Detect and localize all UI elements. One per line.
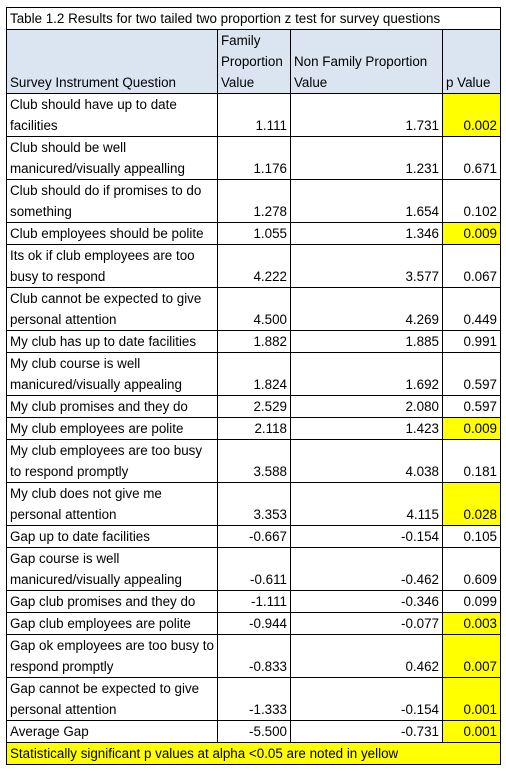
- nonfamily-value-cell: -0.462: [291, 548, 443, 591]
- header-family-value: Family Proportion Value: [218, 30, 291, 94]
- p-value-cell: 0.028: [443, 483, 501, 526]
- family-value-cell: 3.588: [218, 440, 291, 483]
- header-p-value: p Value: [443, 30, 501, 94]
- table-row: [7, 288, 501, 331]
- p-value-cell: 0.597: [443, 396, 501, 418]
- family-value-cell: -0.944: [218, 613, 291, 635]
- table-row: [7, 591, 501, 613]
- family-value-cell: 3.353: [218, 483, 291, 526]
- nonfamily-value-cell: 1.731: [291, 94, 443, 137]
- nonfamily-value-cell: 2.080: [291, 396, 443, 418]
- family-value-cell: -1.111: [218, 591, 291, 613]
- question-cell: Gap club employees are polite: [7, 613, 218, 635]
- nonfamily-value-cell: 4.038: [291, 440, 443, 483]
- table-row: [7, 331, 501, 353]
- question-cell: Club employees should be polite: [7, 223, 218, 245]
- question-cell: Club should have up to date facilities: [7, 94, 218, 137]
- nonfamily-value-cell: 0.462: [291, 635, 443, 678]
- p-value-cell: 0.001: [443, 721, 501, 743]
- results-table: [6, 7, 501, 765]
- table-row: [7, 180, 501, 223]
- family-value-cell: 4.222: [218, 245, 291, 288]
- p-value-cell: 0.609: [443, 548, 501, 591]
- question-cell: My club has up to date facilities: [7, 331, 218, 353]
- results-table-sheet: [6, 7, 500, 765]
- nonfamily-value-cell: 1.885: [291, 331, 443, 353]
- family-value-cell: 1.055: [218, 223, 291, 245]
- p-value-cell: 0.003: [443, 613, 501, 635]
- question-cell: Gap up to date facilities: [7, 526, 218, 548]
- question-cell: Gap club promises and they do: [7, 591, 218, 613]
- family-value-cell: -0.611: [218, 548, 291, 591]
- nonfamily-value-cell: 4.115: [291, 483, 443, 526]
- question-cell: My club does not give me personal attention: [7, 483, 218, 526]
- nonfamily-value-cell: -0.731: [291, 721, 443, 743]
- table-row: [7, 635, 501, 678]
- question-cell: Club should be well manicured/visually appealling: [7, 137, 218, 180]
- question-cell: My club course is well manicured/visually appealing: [7, 353, 218, 396]
- p-value-cell: 0.991: [443, 331, 501, 353]
- family-value-cell: 1.176: [218, 137, 291, 180]
- family-value-cell: -0.833: [218, 635, 291, 678]
- nonfamily-value-cell: 1.423: [291, 418, 443, 440]
- question-cell: My club employees are too busy to respond promptly: [7, 440, 218, 483]
- nonfamily-value-cell: 4.269: [291, 288, 443, 331]
- table-row: [7, 483, 501, 526]
- family-value-cell: -0.667: [218, 526, 291, 548]
- header-question: Survey Instrument Question: [7, 30, 218, 94]
- table-title: Table 1.2 Results for two tailed two proportion z test for survey questions: [7, 8, 501, 30]
- table-row: [7, 353, 501, 396]
- question-cell: Its ok if club employees are too busy to respond: [7, 245, 218, 288]
- table-row: [7, 678, 501, 721]
- family-value-cell: 1.882: [218, 331, 291, 353]
- family-value-cell: 2.118: [218, 418, 291, 440]
- nonfamily-value-cell: -0.077: [291, 613, 443, 635]
- question-cell: Club should do if promises to do something: [7, 180, 218, 223]
- question-cell: Gap ok employees are too busy to respond promptly: [7, 635, 218, 678]
- table-row: [7, 94, 501, 137]
- family-value-cell: 4.500: [218, 288, 291, 331]
- p-value-cell: 0.009: [443, 223, 501, 245]
- footnote-row: [7, 743, 501, 765]
- table-row: [7, 440, 501, 483]
- nonfamily-value-cell: -0.154: [291, 678, 443, 721]
- question-cell: My club promises and they do: [7, 396, 218, 418]
- question-cell: Club cannot be expected to give personal attention: [7, 288, 218, 331]
- nonfamily-value-cell: 1.654: [291, 180, 443, 223]
- table-row: [7, 137, 501, 180]
- p-value-cell: 0.102: [443, 180, 501, 223]
- family-value-cell: 1.111: [218, 94, 291, 137]
- table-row: [7, 418, 501, 440]
- p-value-cell: 0.671: [443, 137, 501, 180]
- family-value-cell: 1.824: [218, 353, 291, 396]
- table-title-row: [7, 8, 501, 30]
- table-row: [7, 223, 501, 245]
- family-value-cell: -5.500: [218, 721, 291, 743]
- nonfamily-value-cell: 1.346: [291, 223, 443, 245]
- table-row: [7, 396, 501, 418]
- table-row: [7, 613, 501, 635]
- nonfamily-value-cell: -0.346: [291, 591, 443, 613]
- question-cell: Gap course is well manicured/visually appealing: [7, 548, 218, 591]
- family-value-cell: 2.529: [218, 396, 291, 418]
- nonfamily-value-cell: 3.577: [291, 245, 443, 288]
- family-value-cell: 1.278: [218, 180, 291, 223]
- p-value-cell: 0.007: [443, 635, 501, 678]
- p-value-cell: 0.099: [443, 591, 501, 613]
- p-value-cell: 0.597: [443, 353, 501, 396]
- nonfamily-value-cell: -0.154: [291, 526, 443, 548]
- question-cell: Gap cannot be expected to give personal attention: [7, 678, 218, 721]
- nonfamily-value-cell: 1.231: [291, 137, 443, 180]
- p-value-cell: 0.449: [443, 288, 501, 331]
- header-row: [7, 30, 501, 94]
- p-value-cell: 0.067: [443, 245, 501, 288]
- table-row: [7, 245, 501, 288]
- table-row: [7, 721, 501, 743]
- nonfamily-value-cell: 1.692: [291, 353, 443, 396]
- question-cell: Average Gap: [7, 721, 218, 743]
- header-nonfamily-value: Non Family Proportion Value: [291, 30, 443, 94]
- p-value-cell: 0.009: [443, 418, 501, 440]
- table-row: [7, 526, 501, 548]
- p-value-cell: 0.105: [443, 526, 501, 548]
- p-value-cell: 0.001: [443, 678, 501, 721]
- p-value-cell: 0.002: [443, 94, 501, 137]
- table-row: [7, 548, 501, 591]
- family-value-cell: -1.333: [218, 678, 291, 721]
- p-value-cell: 0.181: [443, 440, 501, 483]
- footnote: Statistically significant p values at alpha <0.05 are noted in yellow: [7, 743, 501, 765]
- question-cell: My club employees are polite: [7, 418, 218, 440]
